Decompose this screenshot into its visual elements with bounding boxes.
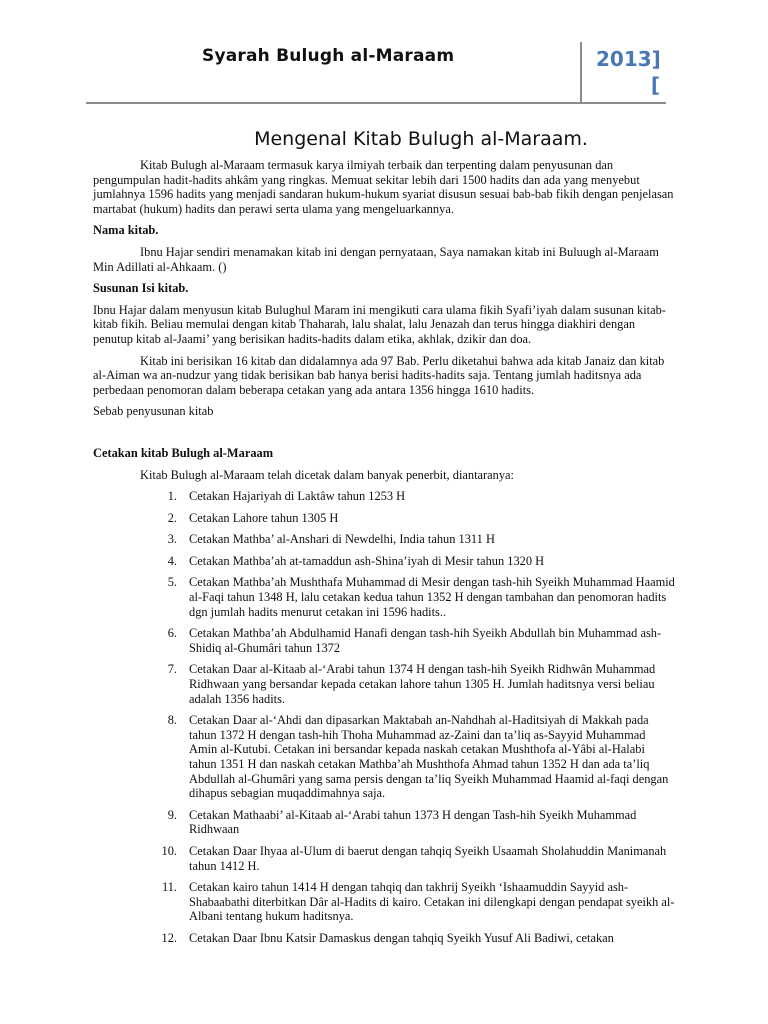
list-item-number: 10. (161, 843, 177, 858)
header-year-line2: [ (650, 73, 660, 97)
list-item-text: Cetakan Daar Ibnu Katsir Damaskus dengan tahqiq Syeikh Yusuf Ali Badiwi, cetakan (189, 930, 614, 945)
list-item-number: 8. (167, 713, 177, 728)
list-item (93, 489, 675, 504)
printing-intro: Kitab Bulugh al-Maraam telah dicetak dalam banyak penerbit, diantaranya: (140, 467, 514, 482)
list-item (93, 532, 675, 547)
list-item-number: 11. (161, 880, 177, 895)
structure-paragraph-1: Ibnu Hajar dalam menyusun kitab Bulughul Maram ini mengikuti cara ulama fikih Syafi’iyah dalam susunan kitab-kitab fikih. Beliau memulai dengan kitab Thaharah, lalu shalat, lalu Jenazah dan terus hingga diakhiri dengan penutup kitab al-Jaami’ yang berisikan hadits-hadits dalam etika, akhlak, dzikir dan doa. (93, 302, 666, 346)
header-divider (580, 42, 582, 104)
list-item (93, 931, 675, 946)
spacer (93, 426, 675, 446)
list-item-text: Cetakan Hajariyah di Laktâw tahun 1253 H (189, 489, 406, 504)
list-item-text: Cetakan Mathba’ah Abdulhamid Hanafi dengan tash-hih Syeikh Abdullah bin Muhammad ash-Shidiq al-Ghumâri tahun 1372 (189, 626, 662, 655)
section-heading-structure: Susunan Isi kitab. (93, 281, 189, 296)
list-item-number: 1. (167, 489, 177, 504)
list-item-text: Cetakan kairo tahun 1414 H dengan tahqiq dan takhrij Syeikh ‘Ishaamuddin Sayyid ash-Shabaabathi diterbitkan Dâr al-Hadits di kairo. Cetakan ini dilengkapi dengan pendapat syeikh al-Albani tentang hukum haditsnya. (189, 880, 675, 924)
list-item-number: 3. (167, 532, 177, 547)
list-item (93, 844, 675, 873)
list-item-text: Cetakan Mathba’ al-Anshari di Newdelhi, India tahun 1311 H (189, 532, 495, 547)
list-item-number: 7. (167, 662, 177, 677)
intro-paragraph: Kitab Bulugh al-Maraam termasuk karya ilmiyah terbaik dan terpenting dalam penyusunan dan pengumpulan hadit-hadits ahkâm yang ringkas. Memuat sekitar lebih dari 1500 hadits dan ada yang menyebut jumlahnya 1596 hadits yang menjadi sandaran hukum-hukum syariat disusun sesuai bab-bab fikih dengan penjelasan martabat (hukum) hadits dan perawi serta ulama yang mengeluarkannya. (93, 158, 674, 216)
reason-line: Sebab penyusunan kitab (93, 404, 214, 419)
list-item (93, 511, 675, 526)
document-body (93, 158, 675, 953)
list-item (93, 713, 675, 801)
list-item (93, 880, 675, 924)
list-item (93, 808, 675, 837)
list-item-text: Cetakan Lahore tahun 1305 H (189, 510, 339, 525)
list-item-number: 6. (167, 626, 177, 641)
list-item (93, 662, 675, 706)
list-item-text: Cetakan Mathaabi’ al-Kitaab al-‘Arabi tahun 1373 H dengan Tash-hih Syeikh Muhammad Ridhwaan (189, 807, 637, 837)
header-title: Syarah Bulugh al-Maraam (202, 46, 455, 66)
header-year (596, 46, 660, 98)
list-item-number: 4. (167, 553, 177, 568)
list-item-text: Cetakan Daar al-Kitaab al-‘Arabi tahun 1374 H dengan tash-hih Syeikh Ridhwân Muhammad Ridhwaan yang bersandar kepada cetakan lahore tahun 1305 H. Jumlah haditsnya versi beliau adalah 1356 hadits. (189, 662, 656, 706)
section-heading-name: Nama kitab. (93, 223, 159, 238)
list-item-number: 2. (167, 510, 177, 525)
list-item-text: Cetakan Mathba’ah Mushthafa Muhammad di Mesir dengan tash-hih Syeikh Muhammad Haamid al-Faqi tahun 1348 H, lalu cetakan kedua tahun 1352 H dengan tambahan dan penomoran hadits dgn jumlah hadits menurut cetakan ini 1596 hadits.. (189, 575, 675, 619)
list-item-text: Cetakan Daar Ihyaa al-Ulum di baerut dengan tahqiq Syeikh Usaamah Sholahuddin Manimanah tahun 1412 H. (189, 843, 667, 873)
list-item-text: Cetakan Daar al-‘Ahdi dan dipasarkan Maktabah an-Nahdhah al-Haditsiyah di Makkah pada tahun 1372 H dengan tash-hih Thoha Muhammad az-Zaini dan ta’liq as-Sayyid Muhammad Amin al-Kutubi. Cetakan ini bersandar kepada naskah cetakan Mushthofa al-Yâbi al-Halabi tahun 1351 H dan naskah cetakan Mathba’ah Mushthofa Ahmad tahun 1352 H dan ada ta’liq Abdullah al-Ghumâri yang sama persis dengan ta’liq Syeikh Muhammad Haamid al-faqi dengan dihapus sebagian muqaddimahnya saja. (189, 713, 669, 801)
document-title: Mengenal Kitab Bulugh al-Maraam. (254, 128, 588, 150)
list-item (93, 626, 675, 655)
section-heading-printing: Cetakan kitab Bulugh al-Maraam (93, 445, 274, 460)
list-item (93, 554, 675, 569)
list-item-number: 5. (167, 575, 177, 590)
name-paragraph: Ibnu Hajar sendiri menamakan kitab ini dengan pernyataan, Saya namakan kitab ini Buluugh al-Maraam Min Adillati al-Ahkaam. () (93, 244, 659, 274)
list-item-number: 9. (167, 807, 177, 822)
header-year-line1: 2013] (596, 47, 661, 71)
list-item-text: Cetakan Mathba’ah at-tamaddun ash-Shina’iyah di Mesir tahun 1320 H (189, 553, 545, 568)
list-item (93, 575, 675, 619)
list-item-number: 12. (161, 930, 177, 945)
structure-paragraph-2: Kitab ini berisikan 16 kitab dan didalamnya ada 97 Bab. Perlu diketahui bahwa ada kitab Janaiz dan kitab al-Aiman wa an-nudzur yang tidak berisikan bab hanya berisi hadits-hadits saja. Tentang jumlah haditsnya ada perbedaan penomoran dalam beberapa cetakan yang ada antara 1356 hingga 1610 hadits. (93, 353, 665, 397)
header-rule (86, 102, 666, 104)
printing-list (93, 489, 675, 945)
